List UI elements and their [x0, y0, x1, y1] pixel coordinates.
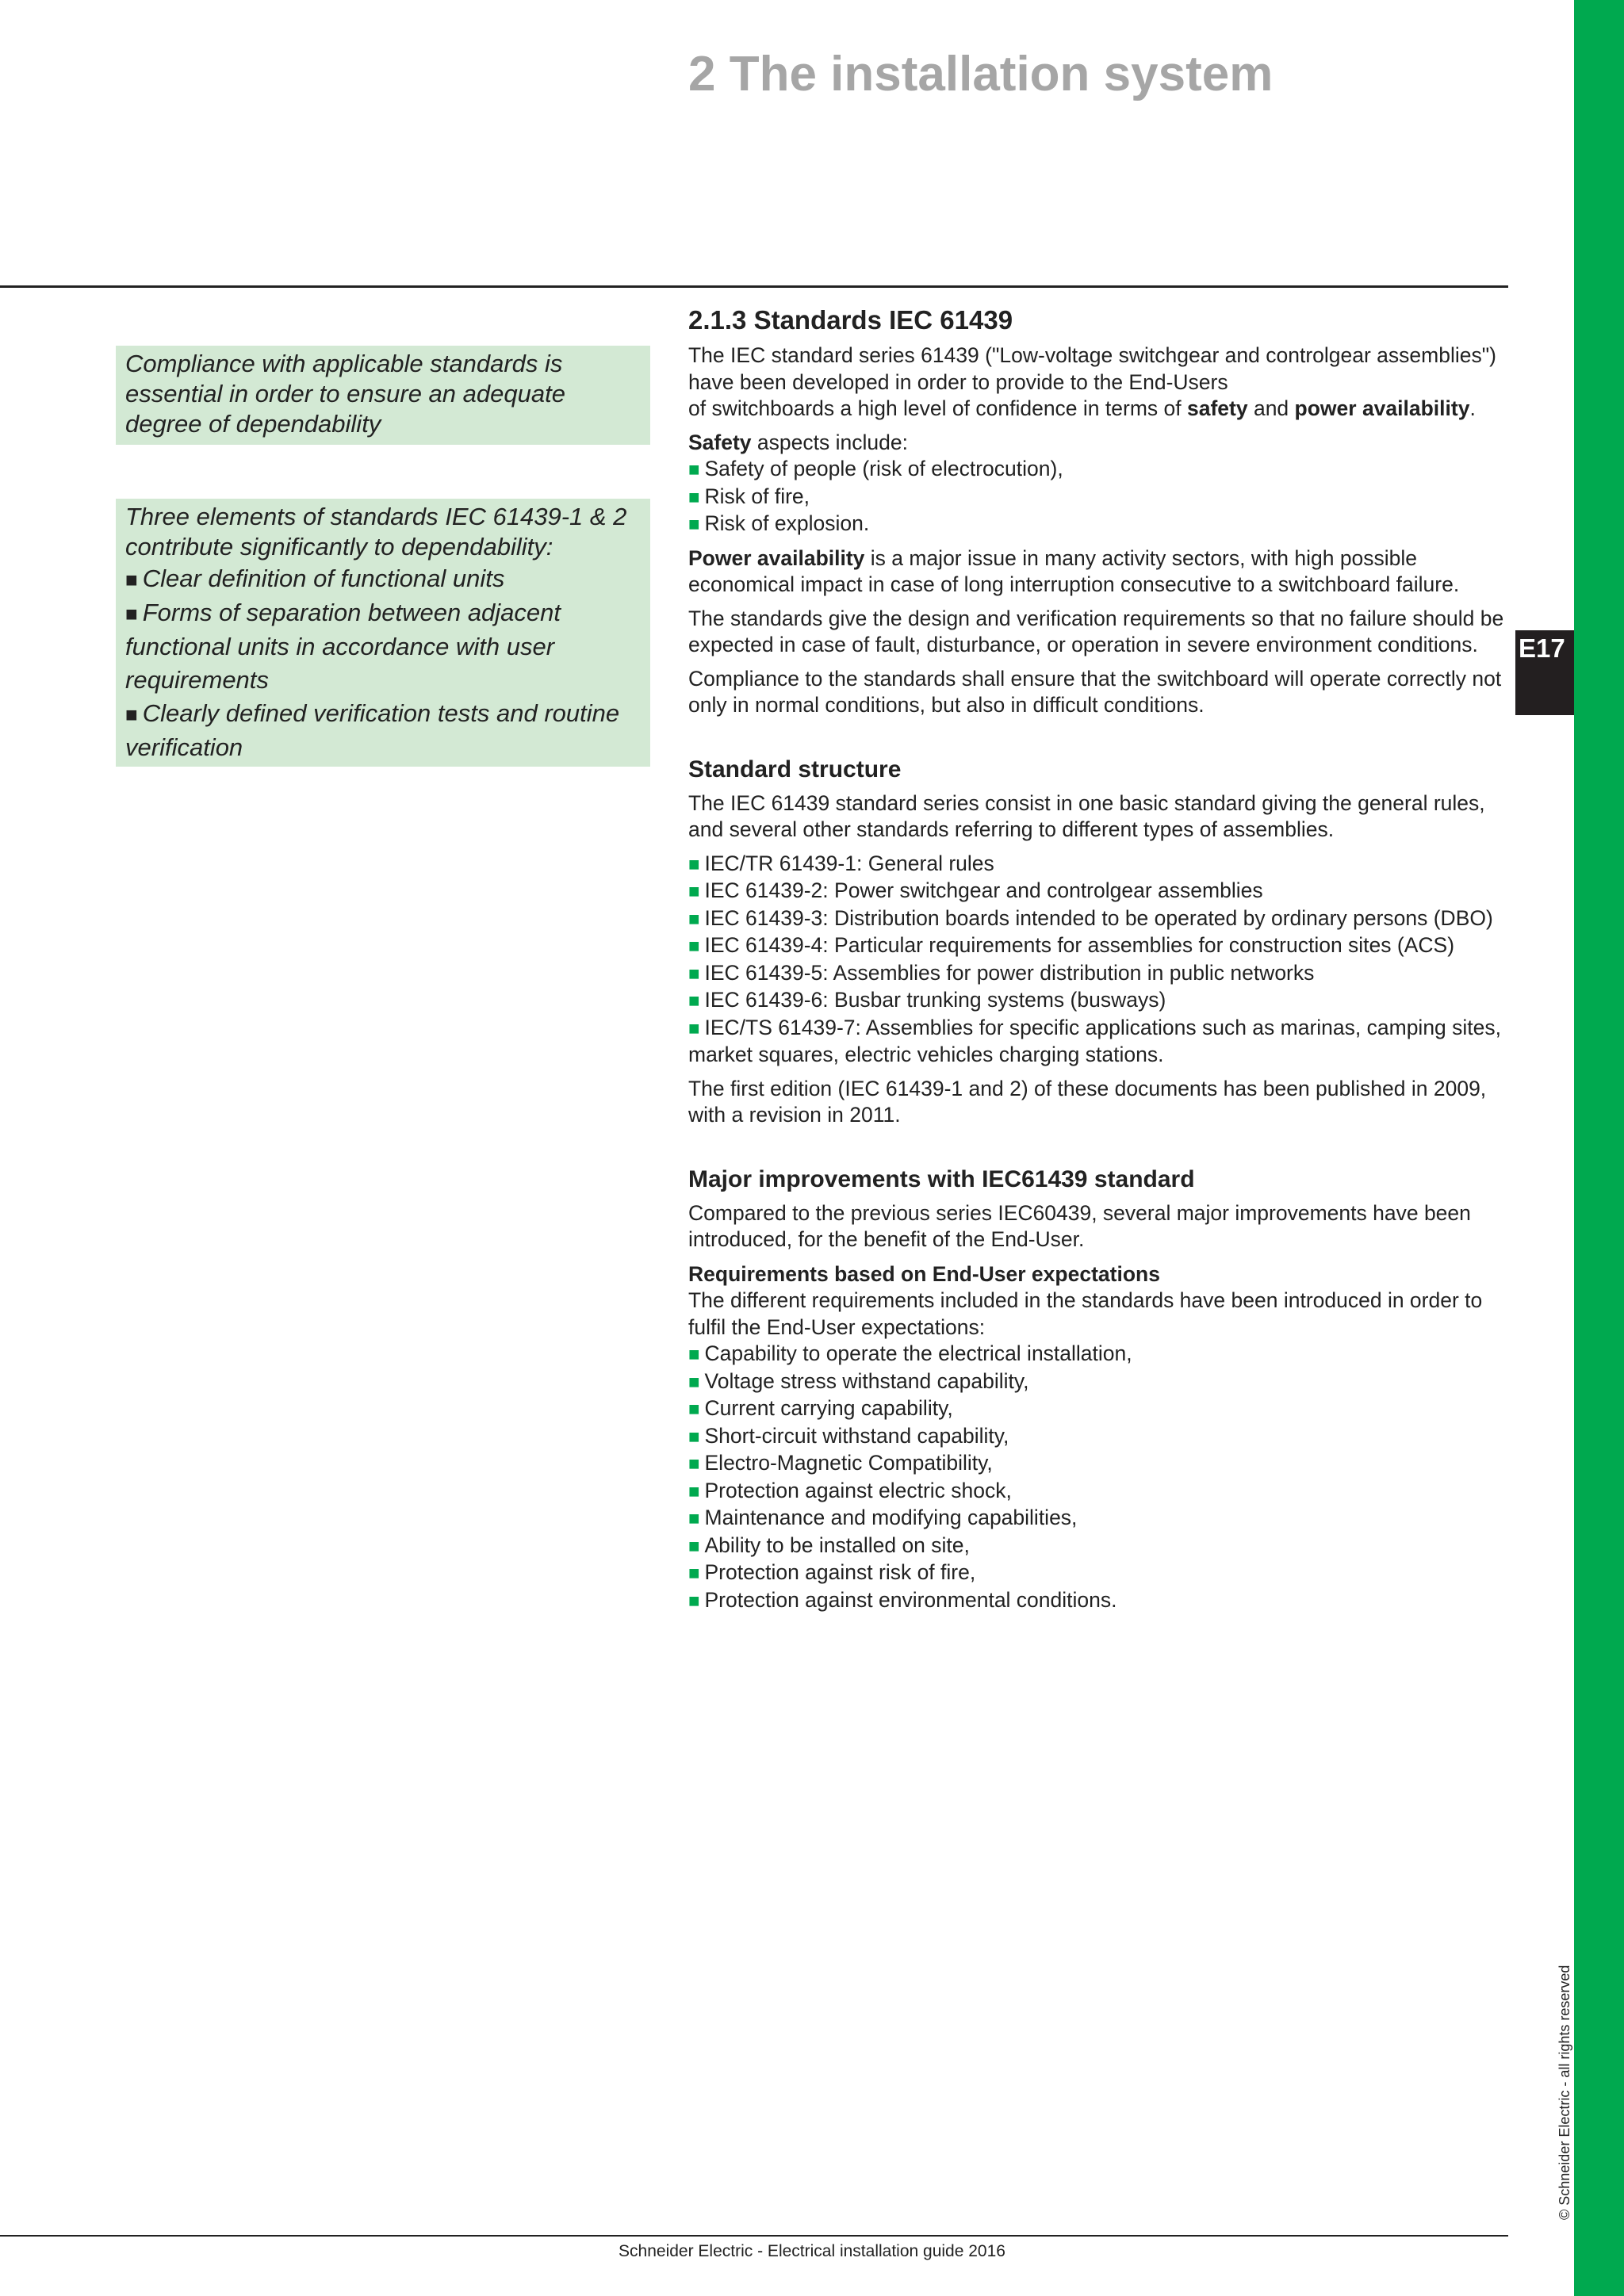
footer-text: Schneider Electric - Electrical installation guide 2016	[619, 2242, 1005, 2260]
list-item: ■ Current carrying capability,	[688, 1396, 953, 1420]
list-item: ■ IEC/TR 61439-1: General rules	[688, 851, 994, 875]
chapter-title: 2 The installation system	[688, 47, 1274, 101]
bullet-icon: ■	[688, 1563, 700, 1584]
design-paragraph: The standards give the design and verification requirements so that no failure should be expected in case of fault, disturbance, or operation in severe environment conditions.	[688, 606, 1504, 656]
bullet-icon: ■	[688, 514, 700, 535]
page-number-tab: E17	[1515, 630, 1574, 715]
sidebar-note-elements	[116, 499, 650, 767]
bullet-icon: ■	[688, 1453, 700, 1475]
list-item: ■ Ability to be installed on site,	[688, 1533, 970, 1557]
compliance-paragraph: Compliance to the standards shall ensure that the switchboard will operate correctly not only in normal conditions, but also in difficult conditions.	[688, 666, 1502, 717]
bullet-icon: ■	[688, 1535, 700, 1557]
sidebar-note-compliance	[116, 346, 650, 445]
bullet-icon: ■	[688, 853, 700, 875]
structure-intro: The IEC 61439 standard series consist in one basic standard giving the general rules, and several other standards referring to different types of assemblies.	[688, 790, 1485, 841]
bullet-icon: ■	[688, 1017, 700, 1039]
bullet-icon: ■	[688, 486, 700, 508]
bullet-icon: ■	[688, 1425, 700, 1448]
list-item: ■ Electro-Magnetic Compatibility,	[688, 1451, 993, 1475]
sidebar-note-text: Compliance with applicable standards is essential in order to ensure an adequate degree of dependability	[125, 350, 565, 438]
structure-title: Standard structure	[688, 756, 902, 783]
section-title: 2.1.3 Standards IEC 61439	[688, 305, 1013, 335]
sidebar-bullet: ■ Forms of separation between adjacent functional units in accordance with user requirements	[125, 599, 561, 694]
sidebar-bullet: ■ Clear definition of functional units	[125, 564, 505, 592]
requirements-intro: The different requirements included in the standards have been introduced in order to fulfil the End-User expectations:	[688, 1288, 1483, 1339]
bullet-icon: ■	[688, 936, 700, 957]
bullet-icon: ■	[688, 881, 700, 902]
list-item: ■ Safety of people (risk of electrocution),	[688, 457, 1063, 480]
list-item: ■ IEC 61439-3: Distribution boards intended to be operated by ordinary persons (DBO)	[688, 905, 1493, 930]
bullet-icon: ■	[688, 1344, 700, 1365]
bullet-icon: ■	[688, 962, 700, 985]
sidebar-note-intro: Three elements of standards IEC 61439-1 & 2 contribute significantly to dependability:	[125, 503, 627, 561]
list-item: ■ Protection against electric shock,	[688, 1478, 1012, 1502]
requirements-subtitle: Requirements based on End-User expectations	[688, 1261, 1160, 1286]
list-item: ■ Risk of fire,	[688, 484, 810, 508]
list-item: ■ Protection against risk of fire,	[688, 1560, 976, 1584]
list-item: ■ Capability to operate the electrical installation,	[688, 1341, 1132, 1365]
list-item: ■ Short-circuit withstand capability,	[688, 1423, 1009, 1448]
green-side-bar	[1574, 0, 1624, 2296]
list-item: ■ Protection against environmental conditions.	[688, 1587, 1117, 1612]
list-item: ■ Maintenance and modifying capabilities,	[688, 1506, 1078, 1529]
bullet-icon: ■	[688, 459, 700, 480]
requirements-list	[688, 1341, 1508, 1614]
bullet-icon: ■	[688, 1371, 700, 1393]
bullet-icon: ■	[688, 1590, 700, 1612]
header-rule	[0, 285, 1508, 288]
improvements-intro: Compared to the previous series IEC60439, several major improvements have been introduced, for the benefit of the End-User.	[688, 1200, 1471, 1251]
list-item: ■ Voltage stress withstand capability,	[688, 1368, 1029, 1393]
bullet-icon: ■	[688, 990, 700, 1012]
power-paragraph: Power availability is a major issue in many activity sectors, with high possible economical impact in case of long interruption consecutive to a switchboard failure.	[688, 545, 1460, 596]
safety-list	[688, 456, 1508, 538]
footer-rule	[0, 2235, 1508, 2237]
list-item: ■ IEC 61439-4: Particular requirements for assemblies for construction sites (ACS)	[688, 933, 1455, 957]
intro-paragraph: The IEC standard series 61439 ("Low-voltage switchgear and controlgear assemblies") have been developed in order to provide to the End-Users of switchboards a high level of confidence in terms of safety and power availability.	[688, 343, 1496, 420]
improvements-title: Major improvements with IEC61439 standard	[688, 1165, 1195, 1192]
list-item: ■ IEC 61439-2: Power switchgear and controlgear assemblies	[688, 878, 1263, 902]
bullet-icon: ■	[688, 908, 700, 930]
copyright-notice: © Schneider Electric - all rights reserved	[1557, 1965, 1572, 2220]
edition-paragraph: The first edition (IEC 61439-1 and 2) of these documents has been published in 2009, with a revision in 2011.	[688, 1076, 1487, 1127]
structure-list	[688, 851, 1508, 1069]
list-item: ■ IEC 61439-6: Busbar trunking systems (busways)	[688, 988, 1166, 1012]
list-item: ■ IEC/TS 61439-7: Assemblies for specific applications such as marinas, camping sites, market squares, electric vehicles charging stations.	[688, 1015, 1502, 1066]
sidebar-bullet: ■ Clearly defined verification tests and routine verification	[125, 699, 620, 761]
bullet-icon: ■	[688, 1480, 700, 1502]
main-content	[688, 303, 1508, 1614]
bullet-icon: ■	[688, 1399, 700, 1420]
list-item: ■ IEC 61439-5: Assemblies for power distribution in public networks	[688, 960, 1315, 985]
safety-heading: Safety aspects include:	[688, 430, 908, 454]
list-item: ■ Risk of explosion.	[688, 511, 870, 535]
bullet-icon: ■	[688, 1508, 700, 1529]
